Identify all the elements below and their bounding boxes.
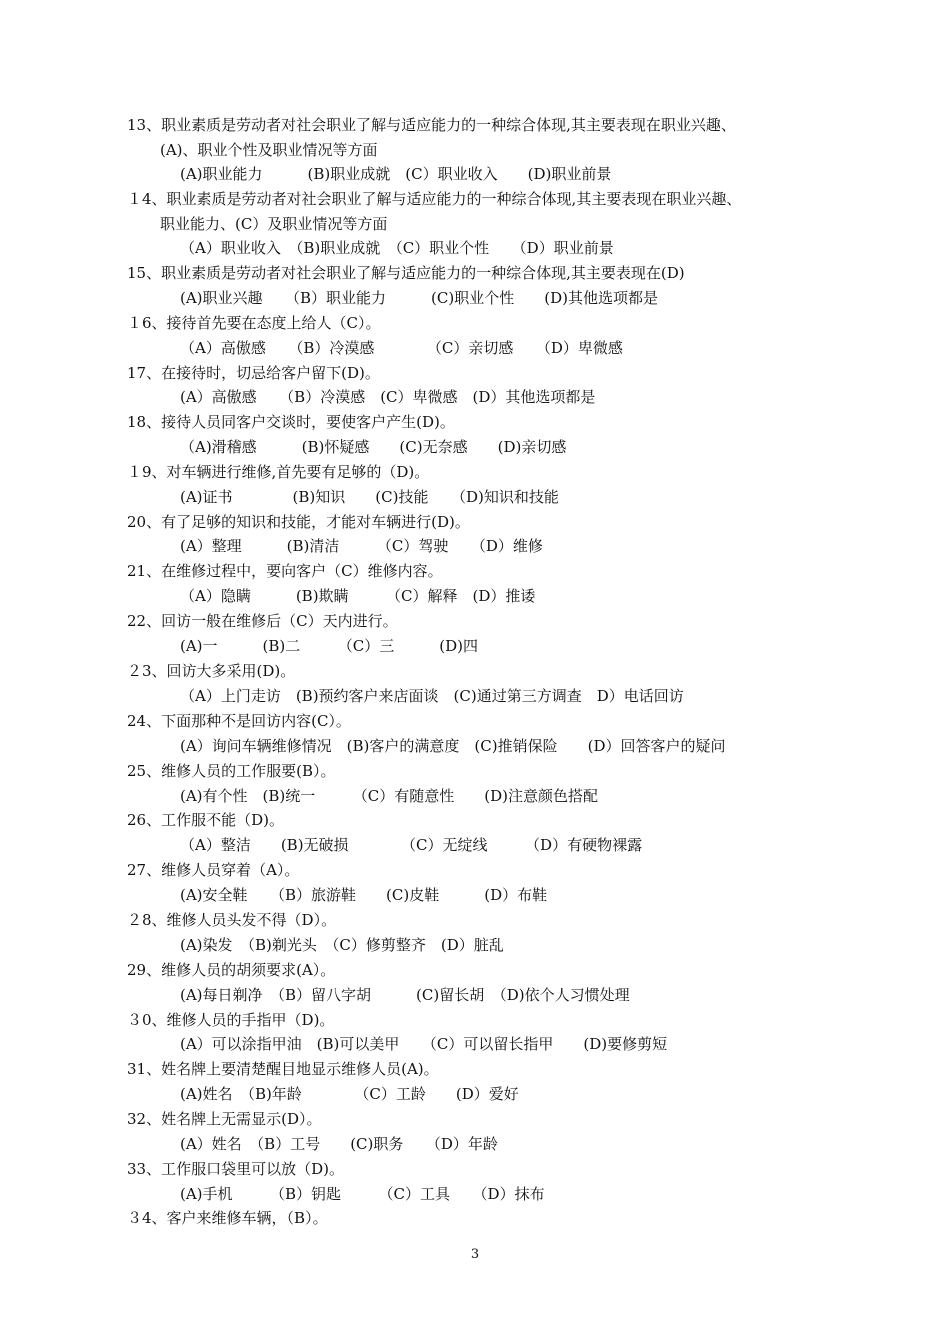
question-22-options: (A)一 (B)二 （C）三 (D)四: [180, 637, 478, 655]
page-number: 3: [470, 1247, 480, 1262]
question-30-stem: ３0、维修人员的手指甲（D)。: [127, 1011, 335, 1029]
question-16-stem: １6、接待首先要在态度上给人（C）。: [127, 314, 381, 332]
question-21-options: （A）隐瞒 (B)欺瞒 （C）解释 (D）推诿: [180, 587, 536, 605]
question-27-stem: 27、维修人员穿着（A）。: [127, 861, 300, 879]
question-30-options: (A）可以涂指甲油 (B)可以美甲 （C）可以留长指甲 (D)要修剪短: [180, 1035, 668, 1053]
question-19-options: (A)证书 (B)知识 (C)技能 （D)知识和技能: [180, 488, 559, 506]
question-31-options: (A)姓名 （B)年龄 （C）工龄 (D）爱好: [180, 1085, 519, 1103]
question-31-stem: 31、姓名牌上要清楚醒目地显示维修人员(A)。: [127, 1060, 439, 1078]
question-15-stem: 15、职业素质是劳动者对社会职业了解与适应能力的一种综合体现,其主要表现在(D): [127, 264, 685, 282]
question-33-stem: 33、工作服口袋里可以放（D)。: [127, 1160, 344, 1178]
question-20-stem: 20、有了足够的知识和技能，才能对车辆进行(D)。: [127, 513, 470, 531]
question-18-stem: 18、接待人员同客户交谈时，要使客户产生(D)。: [127, 413, 455, 431]
question-16-options: （A）高傲感 （B）冷漠感 （C）亲切感 （D）卑微感: [180, 339, 623, 357]
question-22-stem: 22、回访一般在维修后（C）天内进行。: [127, 612, 398, 630]
question-26-stem: 26、工作服不能（D)。: [127, 811, 284, 829]
question-20-options: (A）整理 (B)清洁 （C）驾驶 （D）维修: [180, 537, 543, 555]
question-15-options: (A)职业兴趣 （B）职业能力 (C)职业个性 (D)其他选项都是: [180, 289, 658, 307]
question-13-stem-line1: 13、职业素质是劳动者对社会职业了解与适应能力的一种综合体现,其主要表现在职业兴趣、: [127, 116, 736, 134]
question-19-stem: １9、对车辆进行维修,首先要有足够的（D)。: [127, 463, 430, 481]
question-33-options: (A)手机 （B）钥匙 （C）工具 （D）抹布: [180, 1185, 545, 1203]
question-32-options: (A）姓名 （B）工号 (C)职务 （D）年龄: [180, 1135, 498, 1153]
question-29-options: (A)每日剃净 （B）留八字胡 (C)留长胡 （D)依个人习惯处理: [180, 986, 630, 1004]
question-23-stem: ２3、回访大多采用(D)。: [127, 662, 296, 680]
question-21-stem: 21、在维修过程中，要向客户（C）维修内容。: [127, 562, 443, 580]
question-25-stem: 25、维修人员的工作服要(B）。: [127, 762, 336, 780]
question-28-stem: ２8、维修人员头发不得（D）。: [127, 911, 337, 929]
question-25-options: (A)有个性 (B)统一 （C）有随意性 (D)注意颜色搭配: [180, 787, 598, 805]
question-14-options: （A）职业收入 （B)职业成就 （C）职业个性 （D）职业前景: [180, 239, 614, 257]
question-14-stem-line1: １4、职业素质是劳动者对社会职业了解与适应能力的一种综合体现,其主要表现在职业兴趣、: [127, 190, 742, 208]
question-17-stem: 17、在接待时，切忌给客户留下(D)。: [127, 364, 380, 382]
question-18-options: （A)滑稽感 (B)怀疑感 (C)无奈感 (D)亲切感: [180, 438, 567, 456]
question-27-options: (A)安全鞋 （B）旅游鞋 (C)皮鞋 (D）布鞋: [180, 886, 548, 904]
question-28-options: (A)染发 （B)剃光头 （C）修剪整齐 (D）脏乱: [180, 936, 504, 954]
question-14-stem-line2: 职业能力、(C）及职业情况等方面: [160, 215, 388, 233]
question-29-stem: 29、维修人员的胡须要求(A）。: [127, 961, 336, 979]
question-17-options: (A）高傲感 （B）冷漠感 (C）卑微感 (D）其他选项都是: [180, 388, 596, 406]
question-24-stem: 24、下面那种不是回访内容(C）。: [127, 712, 351, 730]
question-26-options: （A）整洁 (B)无破损 （C）无绽线 （D）有硬物裸露: [180, 836, 643, 854]
question-34-stem: ３4、客户来维修车辆，（B）。: [127, 1209, 328, 1227]
question-13-stem-line2: (A)、职业个性及职业情况等方面: [160, 141, 378, 159]
question-23-options: （A）上门走访 (B)预约客户来店面谈 (C)通过第三方调查 D）电话回访: [180, 687, 684, 705]
question-13-options: (A)职业能力 (B)职业成就 (C）职业收入 (D)职业前景: [180, 165, 612, 183]
question-32-stem: 32、姓名牌上无需显示(D）。: [127, 1110, 322, 1128]
question-24-options: (A）询问车辆维修情况 (B)客户的满意度 (C)推销保险 (D）回答客户的疑问: [180, 737, 726, 755]
